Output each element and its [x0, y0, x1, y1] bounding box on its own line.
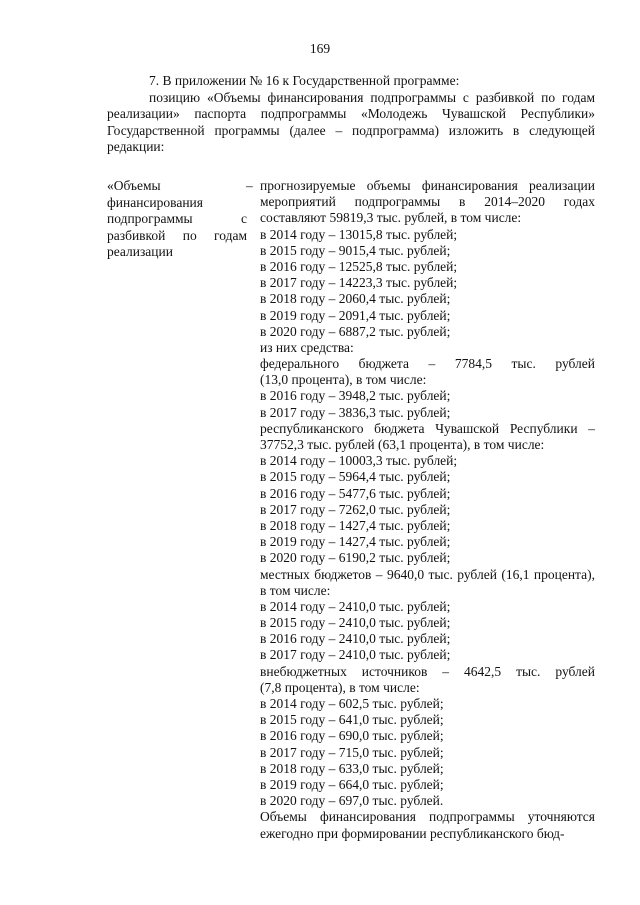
list-item: в 2019 году – 1427,4 тыс. рублей; [260, 534, 451, 550]
extrabudget-heading: внебюджетных источников – 4642,5 тыс. рублей [260, 663, 595, 679]
amendment-text: позицию «Объемы финансирования подпрограммы с разбивкой по годам реализации» паспорта подпрограммы «Молодежь Чувашской Республики» Государственной программы (далее – подпрограмма) изложить в следующей редакции: [107, 89, 595, 155]
extrabudget-years-list [260, 696, 595, 809]
list-item: в 2017 году – 715,0 тыс. рублей; [260, 744, 444, 760]
amendment-item: 7. В приложении № 16 к Государственной программе: [149, 73, 460, 88]
list-item: в 2015 году – 641,0 тыс. рублей; [260, 712, 444, 728]
list-item: в 2020 году – 697,0 тыс. рублей. [260, 793, 444, 809]
list-item: в 2015 году – 2410,0 тыс. рублей; [260, 615, 451, 631]
federal-heading: федерального бюджета – 7784,5 тыс. рублей [260, 356, 595, 372]
list-item: в 2017 году – 2410,0 тыс. рублей; [260, 647, 451, 663]
list-item: в 2015 году – 5964,4 тыс. рублей; [260, 469, 451, 485]
list-item: в 2017 году – 7262,0 тыс. рублей; [260, 501, 451, 517]
list-item: в 2014 году – 10003,3 тыс. рублей; [260, 453, 458, 469]
list-item: в 2016 году – 2410,0 тыс. рублей; [260, 631, 451, 647]
federal-years-list [260, 388, 595, 420]
list-item: в 2016 году – 3948,2 тыс. рублей; [260, 388, 451, 404]
local-heading: местных бюджетов – 9640,0 тыс. рублей (16,1 процента), в том числе: [260, 566, 595, 598]
financing-content [260, 178, 595, 842]
republic-heading: республиканского бюджета Чувашской Республики – 37752,3 тыс. рублей (63,1 процента), в том числе: [260, 420, 595, 452]
republic-years-list [260, 453, 595, 566]
page-number: 169 [309, 41, 331, 56]
list-item: в 2018 году – 2060,4 тыс. рублей; [260, 291, 451, 307]
list-item: в 2019 году – 2091,4 тыс. рублей; [260, 307, 451, 323]
list-item: в 2017 году – 3836,3 тыс. рублей; [260, 404, 451, 420]
total-years-list [260, 227, 595, 340]
list-item: в 2015 году – 9015,4 тыс. рублей; [260, 242, 451, 258]
list-item: в 2020 году – 6887,2 тыс. рублей; [260, 323, 451, 339]
list-item: в 2018 году – 633,0 тыс. рублей; [260, 760, 444, 776]
intro-section [107, 73, 595, 156]
list-item: в 2014 году – 602,5 тыс. рублей; [260, 696, 444, 711]
position-label: «Объемы финансирования подпрограммы с разбивкой по годам реализации [107, 178, 247, 260]
list-item: в 2019 году – 664,0 тыс. рублей; [260, 776, 444, 792]
list-item: в 2018 году – 1427,4 тыс. рублей; [260, 517, 451, 533]
list-item: в 2014 году – 2410,0 тыс. рублей; [260, 598, 451, 614]
list-item: в 2016 году – 12525,8 тыс. рублей; [260, 258, 458, 274]
list-item: в 2017 году – 14223,3 тыс. рублей; [260, 275, 458, 291]
financing-summary: прогнозируемые объемы финансирования реализации мероприятий подпрограммы в 2014–2020 годах составляют 59819,3 тыс. рублей, в том числе: [260, 178, 595, 226]
closing-paragraph: Объемы финансирования подпрограммы уточняются ежегодно при формировании республиканского бюд- [260, 809, 595, 841]
sources-heading: из них средства: [260, 339, 354, 355]
extrabudget-heading-share: (7,8 процента), в том числе: [260, 679, 420, 695]
local-years-list [260, 599, 595, 664]
list-item: в 2020 году – 6190,2 тыс. рублей; [260, 550, 451, 566]
list-item: в 2016 году – 5477,6 тыс. рублей; [260, 485, 451, 501]
list-item: в 2014 году – 13015,8 тыс. рублей; [260, 226, 458, 242]
federal-heading-share: (13,0 процента), в том числе: [260, 372, 427, 388]
list-item: в 2016 году – 690,0 тыс. рублей; [260, 728, 444, 744]
position-dash: – [246, 178, 253, 193]
